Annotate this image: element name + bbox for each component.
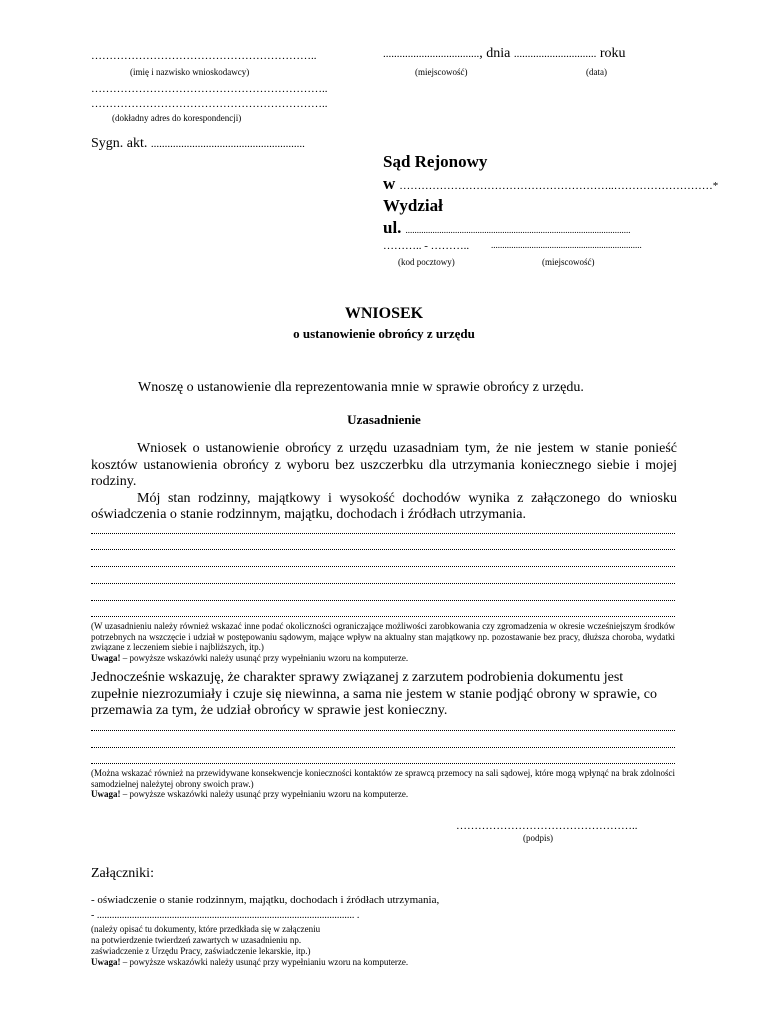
warning-label: Uwaga! [91, 957, 121, 967]
signature-label: (podpis) [523, 833, 553, 843]
justification-paragraph-3-wrap [91, 670, 671, 720]
court-street-label: ul. [383, 218, 402, 237]
warning-label: Uwaga! [91, 652, 121, 663]
justification-body [91, 441, 677, 524]
roku-label: roku [599, 46, 626, 61]
justification-paragraph-1: Wniosek o ustanowienie obrońcy z urzędu uzasadniam tym, że nie jestem w stanie ponieść kosztów ustanowienia obrońcy z wyboru bez uszczerbku dla utrzymania koniecznego siebie i mojej rodziny. [91, 441, 677, 489]
justification-heading: Uzasadnienie [347, 412, 421, 427]
attachments-note-line-3: zaświadczenie z Urzędu Pracy, zaświadczenie lekarskie, itp.) [91, 946, 311, 956]
place-date-line [383, 46, 626, 62]
note-text: (W uzasadnieniu należy również wskazać inne podać okoliczności ograniczające możliwości zarobkowania czy zgromadzenia w okresie wcześniejszym środków potrzebnych na wszczęcie i udział w postępowaniu sądowym, mające wpływ na aktualny stan majątkowy np. pozostawanie bez pracy, dłuższa choroba, wydatki związane z leczeniem siebie i najbliższych, itp.) [91, 621, 675, 652]
warning-text: – powyższe wskazówki należy usunąć przy wypełnianiu wzoru na komputerze. [120, 957, 409, 967]
attachment-item-1: - oświadczenie o stanie rodzinnym, majątku, dochodach i źródłach utrzymania, [91, 894, 440, 906]
fill-line[interactable] [91, 549, 675, 550]
court-city-line [383, 174, 718, 194]
warning-text: – powyższe wskazówki należy usunąć przy wypełnianiu wzoru na komputerze. [120, 789, 409, 799]
address-field-2[interactable]: ……………………………………………………….. [91, 98, 328, 110]
court-city-field[interactable]: …………………………………………………..……………………… [399, 180, 713, 192]
court-postal-field[interactable]: ……….. - ……….. [383, 240, 470, 252]
justification-note-1 [91, 621, 675, 663]
applicant-name-field[interactable]: …………………………………………………….. [91, 50, 317, 62]
fill-line[interactable] [91, 533, 675, 534]
address-label: (dokładny adres do korespondencji) [112, 113, 242, 123]
case-number-field[interactable]: ........................................................ [150, 138, 305, 150]
justification-paragraph-3: Jednocześnie wskazuję, że charakter sprawy związanej z zarzutem podrobienia dokumentu jest zupełnie niezrozumiały i czuje się niewinna, a sama nie jestem w stanie podjąć obrony w sprawie, co przemawia za tym, że udział obrońcy w sprawie jest konieczny. [91, 670, 658, 718]
place-label: (miejscowość) [415, 67, 468, 77]
court-street-field[interactable]: .................................................................................................... [405, 225, 631, 235]
address-field-1[interactable]: ……………………………………………………….. [91, 83, 328, 95]
fill-line[interactable] [91, 730, 675, 731]
attachments-note-line-1: (należy opisać tu dokumenty, które przedkłada się w załączeniu [91, 924, 321, 934]
justification-note-2 [91, 768, 675, 800]
date-field[interactable]: .............................. [513, 48, 597, 60]
fill-line[interactable] [91, 583, 675, 584]
warning-label: Uwaga! [91, 789, 121, 799]
postal-code-label: (kod pocztowy) [398, 257, 455, 267]
case-number-line [91, 136, 305, 152]
warning-text: – powyższe wskazówki należy usunąć przy wypełnianiu wzoru na komputerze. [120, 652, 409, 663]
date-label: (data) [586, 67, 607, 77]
fill-line[interactable] [91, 763, 675, 764]
request-text: Wnoszę o ustanowienie dla reprezentowania mnie w sprawie obrońcy z urzędu. [138, 380, 584, 395]
fill-line[interactable] [91, 747, 675, 748]
locality-label: (miejscowość) [542, 257, 595, 267]
place-field[interactable]: ................................... [383, 48, 480, 60]
case-number-label: Sygn. akt. [91, 136, 148, 151]
note-text: (Można wskazać również na przewidywane konsekwencje konieczności kontaktów ze sprawcą przemocy na sali sądowej, które mogą wpłynąć na brak zdolności samodzielnej należytej obrony swoich praw.) [91, 768, 675, 789]
asterisk: * [712, 180, 719, 192]
document-title: WNIOSEK [344, 305, 424, 322]
attachments-heading: Załączniki: [91, 866, 154, 881]
court-locality-field[interactable]: ................................................................... [491, 240, 642, 250]
applicant-name-label: (imię i nazwisko wnioskodawcy) [130, 67, 250, 77]
court-name: Sąd Rejonowy [383, 152, 488, 171]
attachment-item-2-field[interactable]: - ....................................................................................................... . [91, 910, 360, 921]
justification-paragraph-2: Mój stan rodzinny, majątkowy i wysokość dochodów wynika z załączonego do wniosku oświadczenia o stanie rodzinnym, majątku, dochodach i źródłach utrzymania. [91, 490, 677, 522]
fill-line[interactable] [91, 566, 675, 567]
attachments-note-line-2: na potwierdzenie twierdzeń zawartych w uzasadnieniu np. [91, 935, 302, 945]
court-city-label: w [383, 174, 396, 193]
document-subtitle: o ustanowienie obrońcy z urzędu [293, 326, 475, 341]
dnia-label: , dnia [479, 46, 511, 61]
attachments-note [91, 924, 408, 968]
court-department: Wydział [383, 196, 443, 215]
signature-field[interactable]: ………………………………………….. [456, 820, 638, 832]
fill-line[interactable] [91, 616, 675, 617]
fill-line[interactable] [91, 600, 675, 601]
court-street-line [383, 218, 630, 238]
